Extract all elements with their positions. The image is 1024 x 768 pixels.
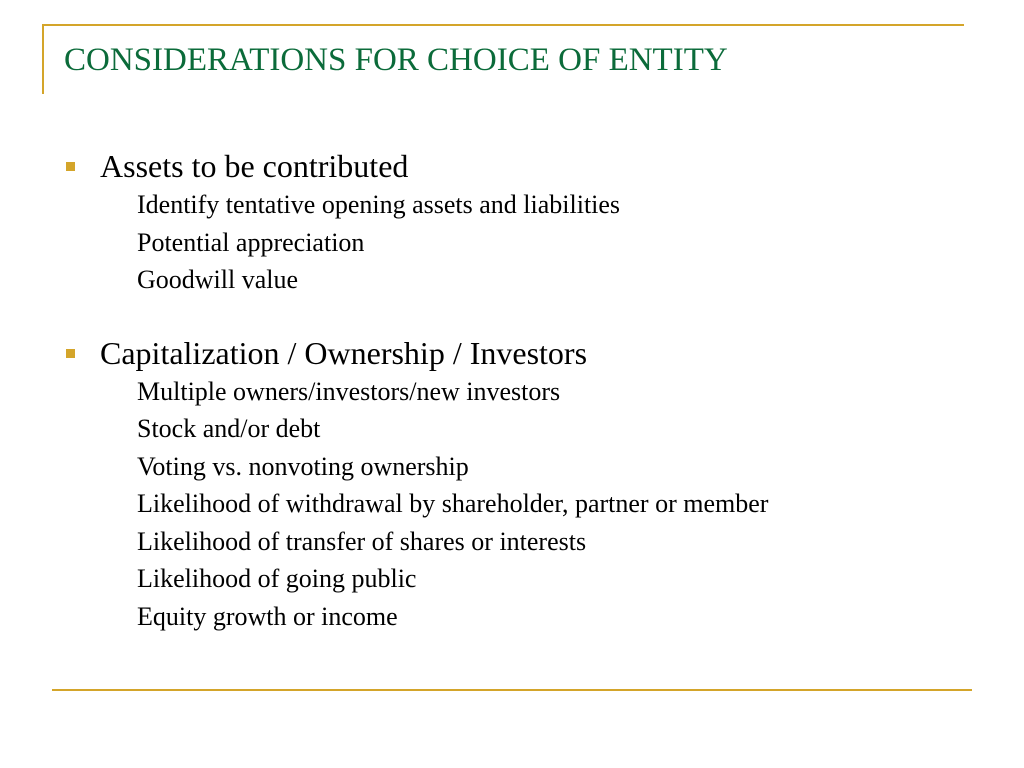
list-item: Voting vs. nonvoting ownership [137, 451, 469, 481]
section-assets [64, 146, 964, 299]
section-capitalization [64, 333, 964, 636]
list-item: Likelihood of transfer of shares or interests [137, 526, 587, 556]
bullet-heading-text: Capitalization / Ownership / Investors [100, 334, 588, 371]
slide-content [64, 146, 964, 635]
bullet-heading [64, 333, 964, 373]
sub-list [64, 186, 964, 299]
square-bullet-icon [66, 349, 75, 358]
square-bullet-icon [66, 162, 75, 171]
bullet-heading [64, 146, 964, 186]
bottom-rule [52, 689, 972, 691]
bullet-heading-text: Assets to be contributed [100, 148, 409, 184]
slide-title: CONSIDERATIONS FOR CHOICE OF ENTITY [64, 42, 728, 78]
list-item: Equity growth or income [137, 601, 398, 631]
list-item: Potential appreciation [137, 227, 365, 257]
list-item: Likelihood of withdrawal by shareholder, partner or member [137, 489, 769, 518]
list-item: Goodwill value [137, 265, 299, 294]
list-item: Stock and/or debt [137, 414, 321, 443]
list-item: Likelihood of going public [137, 564, 417, 593]
list-item: Multiple owners/investors/new investors [137, 376, 561, 406]
list-item: Identify tentative opening assets and liabilities [137, 190, 621, 219]
left-rule [42, 24, 44, 94]
top-rule [42, 24, 964, 26]
sub-list [64, 373, 964, 636]
